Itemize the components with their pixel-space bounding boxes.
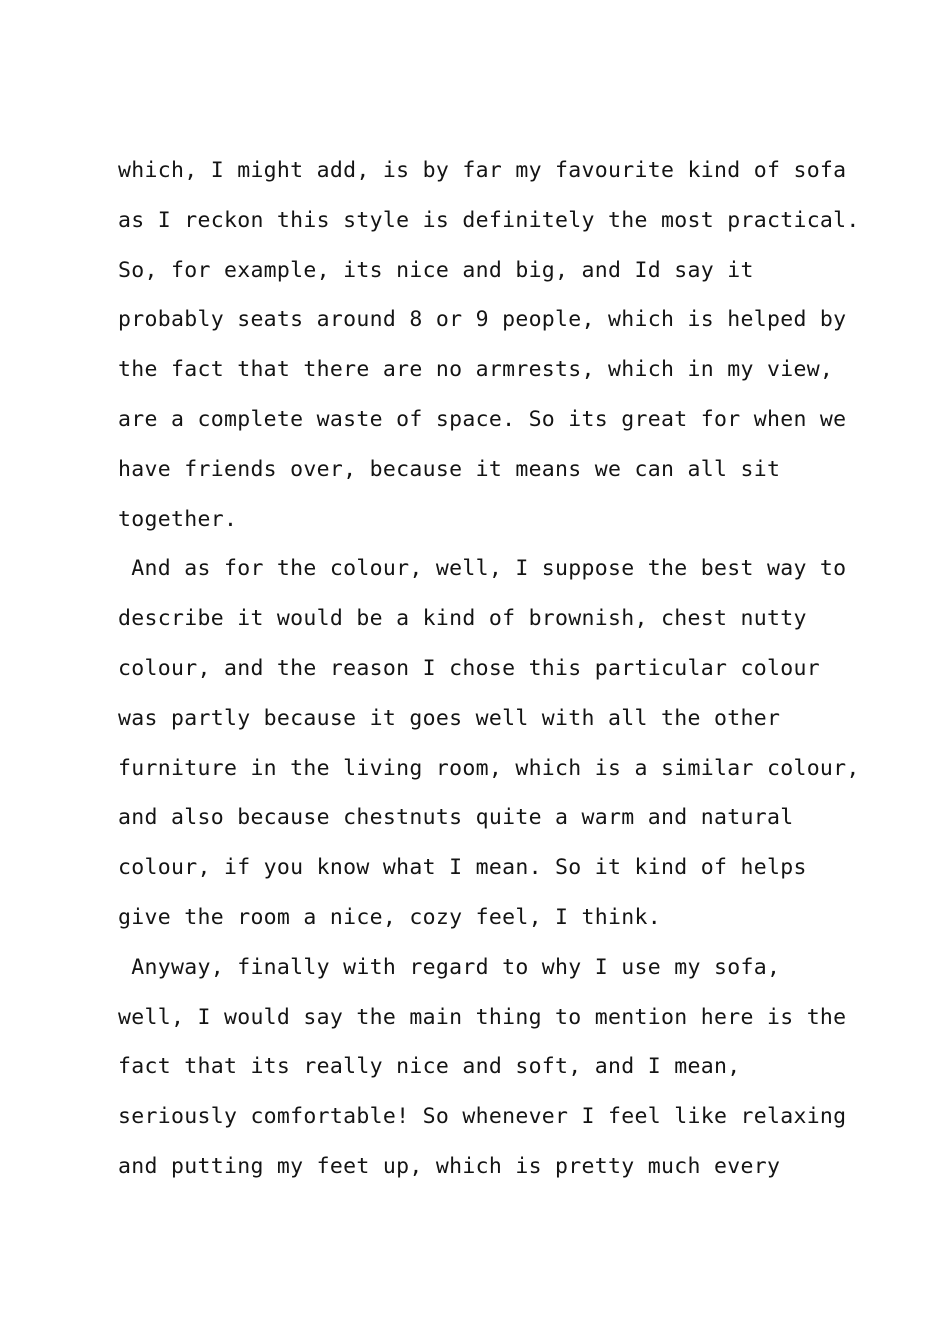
text-line: So, for example, its nice and big, and Id say it: [118, 257, 754, 283]
text-line: seriously comfortable! So whenever I feel like relaxing: [118, 1104, 847, 1130]
text-line: and putting my feet up, which is pretty much every: [118, 1153, 781, 1179]
text-line: colour, if you know what I mean. So it kind of helps: [118, 855, 807, 881]
text-line: furniture in the living room, which is a similar colour,: [118, 755, 860, 781]
text-line: together.: [118, 506, 238, 532]
text-line: well, I would say the main thing to mention here is the: [118, 1004, 847, 1030]
text-line: was partly because it goes well with all the other: [118, 705, 781, 731]
text-line: And as for the colour, well, I suppose the best way to: [118, 556, 847, 582]
text-line: are a complete waste of space. So its great for when we: [118, 406, 847, 432]
text-line: fact that its really nice and soft, and I mean,: [118, 1054, 741, 1080]
text-line: Anyway, finally with regard to why I use my sofa,: [118, 954, 781, 980]
text-line: probably seats around 8 or 9 people, which is helped by: [118, 307, 847, 333]
text-line: describe it would be a kind of brownish, chest nutty: [118, 606, 807, 632]
text-line: and also because chestnuts quite a warm and natural: [118, 805, 794, 831]
text-line: which, I might add, is by far my favourite kind of sofa: [118, 158, 847, 183]
body-text: [118, 146, 860, 1192]
text-line: have friends over, because it means we can all sit: [118, 456, 781, 482]
text-line: as I reckon this style is definitely the most practical.: [118, 207, 860, 233]
text-line: the fact that there are no armrests, which in my view,: [118, 357, 834, 383]
text-line: colour, and the reason I chose this particular colour: [118, 655, 820, 681]
text-line: give the room a nice, cozy feel, I think.: [118, 904, 662, 930]
